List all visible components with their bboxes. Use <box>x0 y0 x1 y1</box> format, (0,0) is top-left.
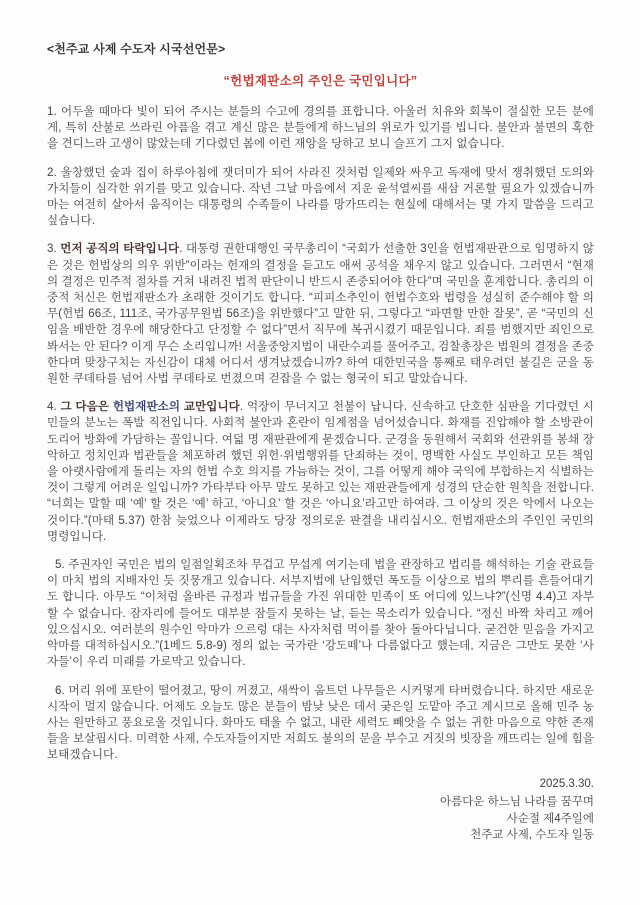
signature-line: 사순절 제4주일에 <box>506 812 594 825</box>
paragraph <box>47 683 594 764</box>
paragraph <box>47 399 594 545</box>
page-title: <천주교 사제 수도자 시국선언문> <box>47 42 226 56</box>
body-text: 1. 어두울 때마다 빛이 되어 주시는 분들의 수고에 경의를 표합니다. 아울러 치유와 회복이 절실한 모든 분에게, 특히 산불로 쓰라린 아픔을 겪고 계신 많은 분들에게 하느님의 위로가 있기를 빕니다. 불안과 불면의 혹한을 견디느라 고생이 많았는데 기다렸던 봄에 이런 재앙을 당하고 보니 슬프기 그지 없습니다. <box>47 106 594 151</box>
body-text: . 억장이 무너지고 천불이 납니다. 신속하고 단호한 심판을 기다렸던 시민들의 분노는 폭발 직전입니다. 사회적 불안과 혼란이 임계점을 넘어섰습니다. 화재를 진압해야 할 소방관이 도리어 방화에 가담하는 꼴입니다. 여덟 명 재판관에게 묻겠습니다. 군경을 동원해서 국회와 선관위를 봉쇄 장악하고 정치인과 법관들을 체포하려 했던 위헌·위법행위를 단죄하는 것이, 명백한 사실도 부인하고 모든 책임을 아랫사람에게 돌리는 자의 헌법 수호 의지를 가늠하는 것이, 그를 어떻게 해야 국익에 부합하는지 식별하는 것이 그렇게 어려운 일입니까? 가타부타 아무 말도 못하고 있는 재판관들에게 성경의 단순한 원칙을 전합니다. “너희는 말할 때 ‘예’ 할 것은 ‘예’ 하고, ‘아니요’ 할 것은 ‘아니요’라고만 하여라. 그 이상의 것은 악에서 나오는 것이다.”(마태 5.37) 한참 늦었으나 이제라도 당장 정의로운 판결을 내리십시오. 헌법재판소의 주인인 국민의 명령입니다. <box>47 401 594 543</box>
emphasis-text: 먼저 공직의 타락입니다 <box>60 243 180 256</box>
body-text: 4. <box>47 401 61 414</box>
emphasis-text: 교만입니다 <box>180 401 240 414</box>
page-subtitle: “헌법재판소의 주인은 국민입니다” <box>223 74 418 88</box>
paragraph <box>47 104 594 153</box>
body-text: 2. 울창했던 숲과 집이 하루아침에 잿더미가 되어 사라진 것처럼 일제와 싸우고 독재에 맞서 쟁취했던 도의와 가치들이 심각한 위기를 맞고 있습니다. 작년 그날 마음에서 지운 윤석열씨를 새삼 거론할 필요가 있겠습니까마는 여전히 살아서 움직이는 대통령의 수족들이 나라를 망가뜨리는 현실에 대해서는 몇 가지 말씀을 드리고 싶습니다. <box>47 166 594 228</box>
signature-line: 아름다운 하느님 나라를 꿈꾸며 <box>439 796 594 809</box>
emphasis-text: 헌법재판소의 <box>112 401 181 414</box>
paragraph <box>47 165 594 230</box>
paragraph <box>47 241 594 387</box>
signature-block <box>47 776 594 844</box>
signature-line: 천주교 사제, 수도자 일동 <box>470 829 594 842</box>
body-text: 5. 주권자인 국민은 법의 일점일획조차 무겁고 무섭게 여기는데 법을 관장하고 법리를 해석하는 기술 관료들이 마치 법의 지배자인 듯 짓뭉개고 있습니다. 서부지법에 난입했던 폭도들 이상으로 법의 뿌리를 흔들어대기도 합니다. 아무도 “이처럼 올바른 규정과 법규들을 가진 위대한 민족이 또 어디에 있느냐?”(신명 4.4)고 자부할 수 없습니다. 잠자리에 들어도 대부분 잠들지 못하는 날, 듣는 목소리가 있습니다. “정신 바짝 차리고 깨어 있으십시오. 여러분의 원수인 악마가 으르렁 대는 사자처럼 먹이를 찾아 돌아다닙니다. 굳건한 믿음을 가지고 악마를 대적하십시오.”(1베드 5.8-9) 정의 없는 국가란 ‘강도떼’나 다름없다고 했는데, 지금은 그만도 못한 ‘사자들’이 우리 미래를 가로막고 있습니다. <box>47 559 594 669</box>
paragraph <box>47 557 594 670</box>
body-text: . 대통령 권한대행인 국무총리이 “국회가 선출한 3인을 헌법재판관으로 임명하지 않은 것은 헌법상의 의우 위반”이라는 헌재의 결정을 듣고도 애써 공석을 채우지 않고 있습니다. 그러면서 “현재의 결정은 민주적 절차를 거쳐 내려진 법적 판단이니 반드시 존중되어야 한다”며 국민을 훈계합니다. 총리의 이중적 처신은 헌법재판소가 초래한 것이기도 합니다. “피피소추인이 헌법수호와 법령을 성실히 준수해야 할 의무(헌법 66조, 111조, 국가공무원법 56조)을 위반했다”고 말한 뒤, 그렇다고 “파면할 만한 잘못”, 곧 “국민의 신임을 배반한 경우에 해당한다고 단정할 수 없다”면서 직무에 복귀시켰기 때문입니다. 죄를 범했지만 죄인으로 봐서는 안 된다? 이게 무슨 소리입니까! 서울중앙지법이 내란수괴를 풀어주고, 검찰총장은 법원의 결정을 존중한다며 맞장구치는 자신감이 대체 어디서 생겨났겠습니까? 하여 대한민국을 통째로 태우려던 불길은 군을 동원한 쿠데타를 넘어 사법 쿠데타로 번졌으며 걷잡을 수 없는 형국이 되고 말았습니다. <box>47 243 594 386</box>
signature-date: 2025.3.30. <box>539 777 594 790</box>
body-text: 6. 머리 위에 포탄이 떨어졌고, 땅이 꺼졌고, 새싹이 움트던 나무들은 시커멓게 타버렸습니다. 하지만 새로운 시작이 멀지 않습니다. 어제도 오늘도 많은 분들이 밤낮 낮은 데서 궂은일 도맡아 주고 계시므로 올해 민주 농사는 원만하고 풍요로울 것입니다. 화마도 태울 수 없고, 내란 세력도 빼앗을 수 없는 귀한 마음으로 약한 존재들을 보살핍시다. 미력한 사제, 수도자들이지만 저희도 불의의 문을 부수고 거짓의 빗장을 깨뜨리는 일에 힘을 보태겠습니다. <box>47 684 594 762</box>
paragraph-list <box>47 104 594 764</box>
emphasis-text: 그 다음은 <box>60 401 113 414</box>
body-text: 3. <box>47 243 61 256</box>
